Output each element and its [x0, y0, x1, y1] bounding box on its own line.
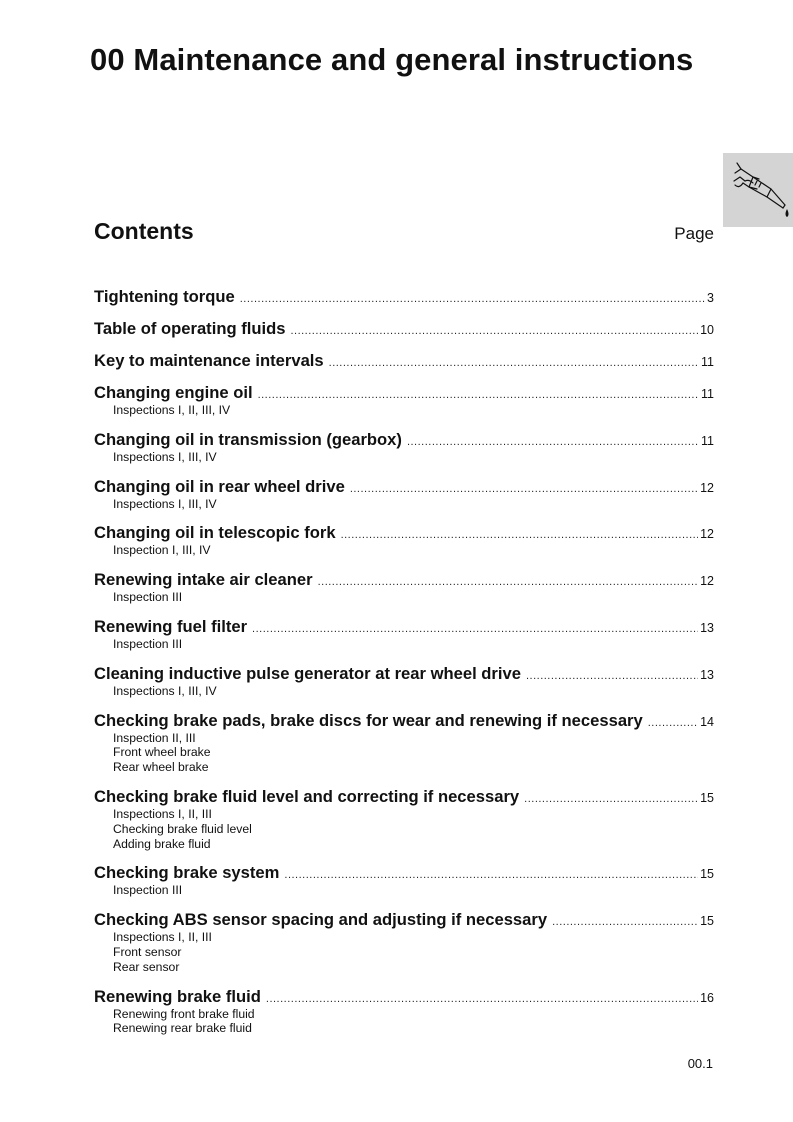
chapter-title: 00 Maintenance and general instructions [90, 42, 694, 77]
toc-entry-line [94, 987, 714, 1007]
toc-entry-page: 12 [700, 574, 714, 589]
dot-leader [240, 293, 705, 305]
toc-subentries [113, 1007, 714, 1037]
toc-entry-line [94, 863, 714, 883]
toc-subentry: Renewing front brake fluid [113, 1006, 255, 1021]
toc-entry-line [94, 617, 714, 637]
toc-entry-page: 16 [700, 990, 714, 1005]
toc-entry[interactable] [94, 287, 714, 307]
toc-entry-page: 13 [700, 667, 714, 682]
table-of-contents [94, 287, 714, 1048]
toc-entry-title: Changing oil in transmission (gearbox) [94, 429, 402, 449]
toc-entry-page: 10 [700, 323, 714, 337]
toc-subentry: Rear wheel brake [113, 760, 209, 775]
dot-leader [318, 576, 699, 588]
toc-subentry: Inspections I, II, III [113, 806, 212, 821]
toc-entry-line [94, 523, 714, 543]
dot-leader [407, 436, 699, 448]
toc-entry-page: 11 [701, 433, 714, 448]
dot-leader [329, 357, 699, 369]
toc-subentry: Checking brake fluid level [113, 821, 252, 836]
toc-entry-page: 12 [700, 480, 714, 495]
toc-entry-line [94, 570, 714, 590]
toc-subentry: Inspection I, III, IV [113, 543, 211, 558]
toc-entry-line [94, 787, 714, 807]
toc-subentries [113, 807, 714, 851]
toc-entry-title: Checking brake pads, brake discs for wear and renewing if necessary [94, 710, 643, 730]
toc-subentries [113, 590, 714, 605]
toc-entry-title: Changing oil in rear wheel drive [94, 476, 345, 496]
toc-entry-page: 12 [700, 527, 714, 542]
toc-entry-line [94, 711, 714, 731]
chapter-side-tab[interactable] [723, 153, 793, 227]
toc-entry-line [94, 430, 714, 450]
toc-entry[interactable] [94, 523, 714, 558]
toc-entry-title: Tightening torque [94, 287, 235, 306]
page-column-label: Page [674, 224, 714, 243]
toc-entry[interactable] [94, 383, 714, 418]
toc-entry-page: 3 [707, 291, 714, 305]
dot-leader [341, 529, 699, 541]
toc-subentries [113, 450, 714, 465]
toc-subentries [113, 497, 714, 512]
toc-subentry: Inspections I, II, III [113, 930, 212, 945]
toc-subentry: Inspection II, III [113, 730, 196, 745]
toc-entry-title: Cleaning inductive pulse generator at rear wheel drive [94, 663, 521, 683]
toc-entry[interactable] [94, 787, 714, 851]
toc-entry-line [94, 383, 714, 403]
toc-entry[interactable] [94, 477, 714, 512]
toc-entry[interactable] [94, 319, 714, 339]
toc-entry-page: 15 [700, 867, 714, 882]
toc-entry[interactable] [94, 664, 714, 699]
toc-entry-title: Checking brake system [94, 863, 280, 883]
dot-leader [524, 793, 698, 805]
footer-page-number: 00.1 [687, 1056, 713, 1071]
toc-subentry: Adding brake fluid [113, 836, 211, 851]
toc-subentry: Inspection III [113, 883, 183, 898]
toc-entry-page: 14 [700, 714, 714, 729]
toc-entry-page: 13 [700, 620, 714, 635]
dot-leader [252, 623, 698, 635]
toc-subentries [113, 637, 714, 652]
toc-entry[interactable] [94, 987, 714, 1037]
toc-subentry: Inspections I, III, IV [113, 496, 217, 511]
dot-leader [552, 916, 698, 928]
toc-entry-line [94, 477, 714, 497]
toc-entry-title: Renewing fuel filter [94, 616, 248, 636]
toc-entry-line [94, 319, 714, 339]
toc-entry[interactable] [94, 617, 714, 652]
toc-subentry: Inspection III [113, 636, 183, 651]
toc-entry[interactable] [94, 863, 714, 898]
oil-can-hand-icon [731, 159, 793, 223]
toc-entry-title: Changing oil in telescopic fork [94, 523, 336, 543]
toc-entry[interactable] [94, 430, 714, 465]
toc-entry[interactable] [94, 910, 714, 974]
toc-subentries [113, 684, 714, 699]
toc-subentries [113, 930, 714, 974]
dot-leader [648, 717, 698, 729]
toc-entry-title: Renewing intake air cleaner [94, 570, 313, 590]
toc-subentries [113, 883, 714, 898]
toc-subentry: Front sensor [113, 944, 182, 959]
contents-heading: Contents [94, 218, 194, 244]
toc-entry-title: Renewing brake fluid [94, 986, 261, 1006]
toc-entry-title: Checking brake fluid level and correcting if necessary [94, 786, 520, 806]
toc-entry-title: Key to maintenance intervals [94, 351, 324, 370]
toc-entry[interactable] [94, 570, 714, 605]
dot-leader [258, 389, 699, 401]
toc-entry-title: Table of operating fluids [94, 319, 286, 338]
dot-leader [284, 869, 698, 881]
dot-leader [350, 483, 698, 495]
dot-leader [290, 325, 698, 337]
toc-subentry: Inspections I, II, III, IV [113, 403, 231, 417]
toc-entry[interactable] [94, 711, 714, 775]
toc-entry-page: 11 [701, 355, 714, 369]
toc-subentry: Renewing rear brake fluid [113, 1021, 252, 1036]
toc-entry-line [94, 287, 714, 307]
toc-subentry: Front wheel brake [113, 745, 211, 760]
toc-subentries [113, 731, 714, 775]
toc-entry-page: 15 [700, 914, 714, 929]
dot-leader [526, 670, 698, 682]
toc-entry-line [94, 664, 714, 684]
toc-subentry: Inspection III [113, 590, 183, 605]
toc-entry-page: 11 [701, 387, 714, 401]
toc-subentries [113, 403, 714, 418]
toc-entry-page: 15 [700, 790, 714, 805]
toc-entry[interactable] [94, 351, 714, 371]
toc-subentry: Inspections I, III, IV [113, 449, 217, 464]
dot-leader [266, 993, 698, 1005]
toc-subentry: Rear sensor [113, 959, 180, 974]
toc-subentry: Inspections I, III, IV [113, 683, 217, 698]
toc-subentries [113, 543, 714, 558]
toc-entry-title: Checking ABS sensor spacing and adjusting if necessary [94, 910, 548, 930]
toc-entry-title: Changing engine oil [94, 383, 253, 402]
toc-entry-line [94, 351, 714, 371]
toc-entry-line [94, 910, 714, 930]
